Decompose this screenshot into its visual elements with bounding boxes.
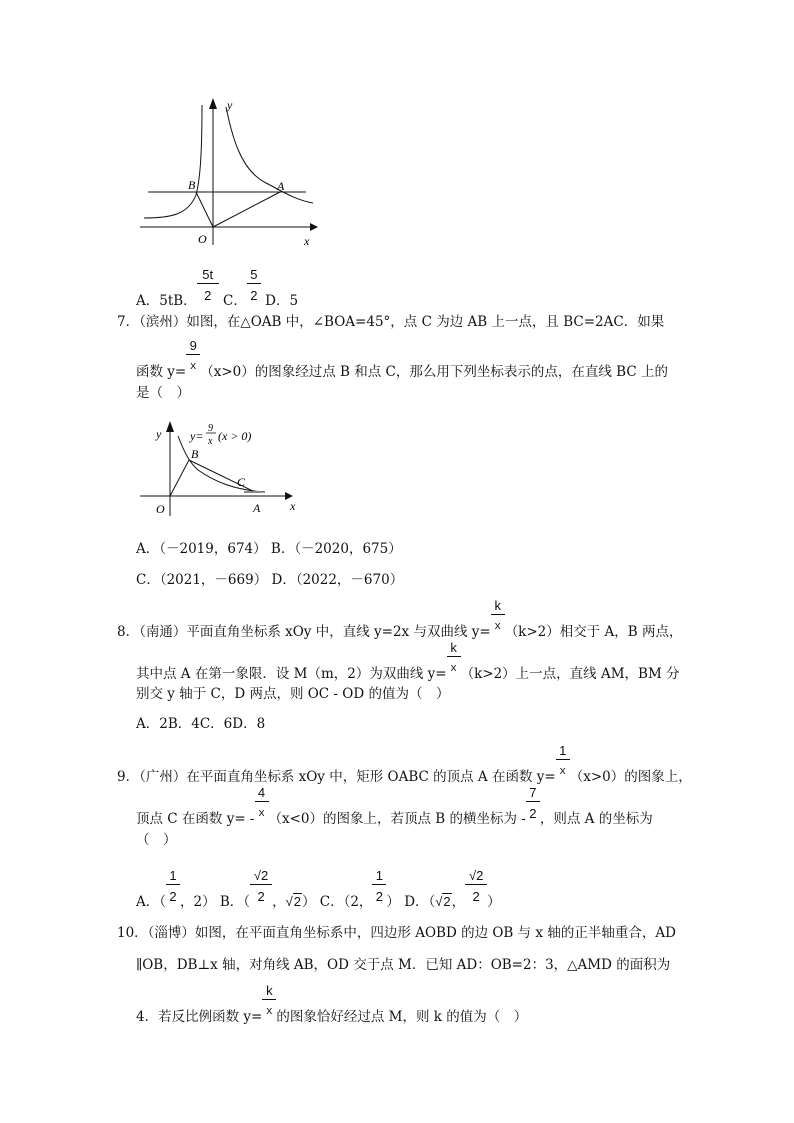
- q7-option-c: C．（2021，－669）: [136, 572, 268, 588]
- q9-option-d: D．（√2， $\frac{√2}{2}$ ）: [404, 868, 501, 910]
- q10-line-3: 4．若反比例函数 y= $\frac{k}{x}$ 的图象恰好经过点 M，则 k 的值为（ ）: [136, 983, 528, 1025]
- q10-line-2: ∥OB，DB⊥x 轴，对角线 AB，OD 交于点 M．已知 AD：OB=2：3，△AMD 的面积为: [136, 957, 671, 973]
- q6-option-c-fraction: $\frac{5}{2}$: [247, 287, 261, 305]
- q9-option-b: B．（ $\frac{√2}{2}$ ，√2）: [219, 868, 316, 910]
- q6-option-d: D．5: [265, 293, 299, 309]
- q6-option-a: A．5t: [136, 293, 174, 309]
- axis-label-y: y: [156, 427, 162, 441]
- q9-line-3: （ ）: [136, 832, 177, 848]
- q8-line-1: 8．（南通）平面直角坐标系 xOy 中，直线 y=2x 与双曲线 y= $\frac{k}{x}$ （k>2）相交于 A，B 两点，: [117, 598, 683, 640]
- q9-option-a: A．（ $\frac{1}{2}$ ，2）: [136, 868, 216, 910]
- q6-option-b-fraction: $\frac{5t}{2}$: [197, 287, 219, 305]
- point-label-b: B: [188, 178, 196, 192]
- point-label-c: C: [237, 475, 246, 489]
- q8-options: A．2B．4C．6D．8: [136, 716, 266, 732]
- q7-options-row-2: [136, 571, 403, 589]
- q6-option-b-prefix: B．: [173, 293, 197, 309]
- q9-option-c: C．（2， $\frac{1}{2}$ ）: [319, 868, 400, 910]
- axis-label-x: x: [290, 499, 296, 513]
- point-label-a: A: [253, 501, 261, 515]
- q7-option-d: D．（2022，－670）: [271, 572, 404, 588]
- q9-fraction-3: $\frac{7}{2}$: [526, 805, 540, 823]
- q6-option-c-prefix: C．: [222, 293, 247, 309]
- q7-line-3: 是（ ）: [136, 385, 190, 401]
- figure-q6-hyperbola-graph: [140, 95, 320, 255]
- q8-fraction-1: $\frac{k}{x}$: [491, 618, 505, 636]
- q7-option-b: B．（－2020，675）: [270, 541, 402, 557]
- q8-fraction-2: $\frac{k}{x}$: [447, 660, 461, 678]
- q10-fraction: $\frac{k}{x}$: [262, 1003, 276, 1021]
- q7-options-row-1: [136, 540, 402, 558]
- q10-line-1: 10．（淄博）如图，在平面直角坐标系中，四边形 AOBD 的边 OB 与 x 轴的正半轴重合，AD: [117, 925, 676, 941]
- formula-numerator: 9: [208, 423, 213, 434]
- q9-fraction-2: $\frac{4}{x}$: [255, 805, 269, 823]
- q7-fraction: $\frac{9}{x}$: [186, 358, 200, 376]
- q7-option-a: A．（－2019，674）: [136, 541, 267, 557]
- formula-condition: (x > 0): [218, 429, 252, 443]
- point-label-b: B: [191, 447, 199, 461]
- q9-line-1: 9．（广州）在平面直角坐标系 xOy 中，矩形 OABC 的顶点 A 在函数 y= $\frac{1}{x}$ （x>0）的图象上，: [117, 743, 692, 785]
- q6-options: [136, 267, 299, 310]
- q7-line-2: 函数 y= $\frac{9}{x}$ （x>0）的图象经过点 B 和点 C，那么用下列坐标表示的点，在直线 BC 上的: [136, 338, 668, 380]
- formula-denominator: x: [208, 436, 213, 447]
- axis-label-y: y: [227, 98, 233, 112]
- formula-y-equals: y=: [190, 429, 204, 443]
- axis-label-x: x: [304, 234, 310, 248]
- q9-options: [136, 868, 501, 911]
- q8-line-2: 其中点 A 在第一象限．设 M（m，2）为双曲线 y= $\frac{k}{x}$ （k>2）上一点，直线 AM，BM 分: [136, 640, 680, 682]
- point-label-a: A: [277, 179, 285, 193]
- q9-line-2: 顶点 C 在函数 y= - $\frac{4}{x}$ （x<0）的图象上，若顶点 B 的横坐标为 - $\frac{7}{2}$ ，则点 A 的坐标为: [136, 785, 653, 827]
- point-label-o: O: [198, 232, 207, 246]
- q9-fraction-1: $\frac{1}{x}$: [556, 763, 570, 781]
- q7-line-1: 7．（滨州）如图，在△OAB 中，∠BOA=45°，点 C 为边 AB 上一点，且 BC=2AC．如果: [117, 314, 665, 330]
- point-label-o: O: [156, 502, 165, 516]
- q8-line-3: 别交 y 轴于 C，D 两点，则 OC - OD 的值为（ ）: [136, 686, 450, 702]
- figure-q7-graph: [140, 418, 305, 518]
